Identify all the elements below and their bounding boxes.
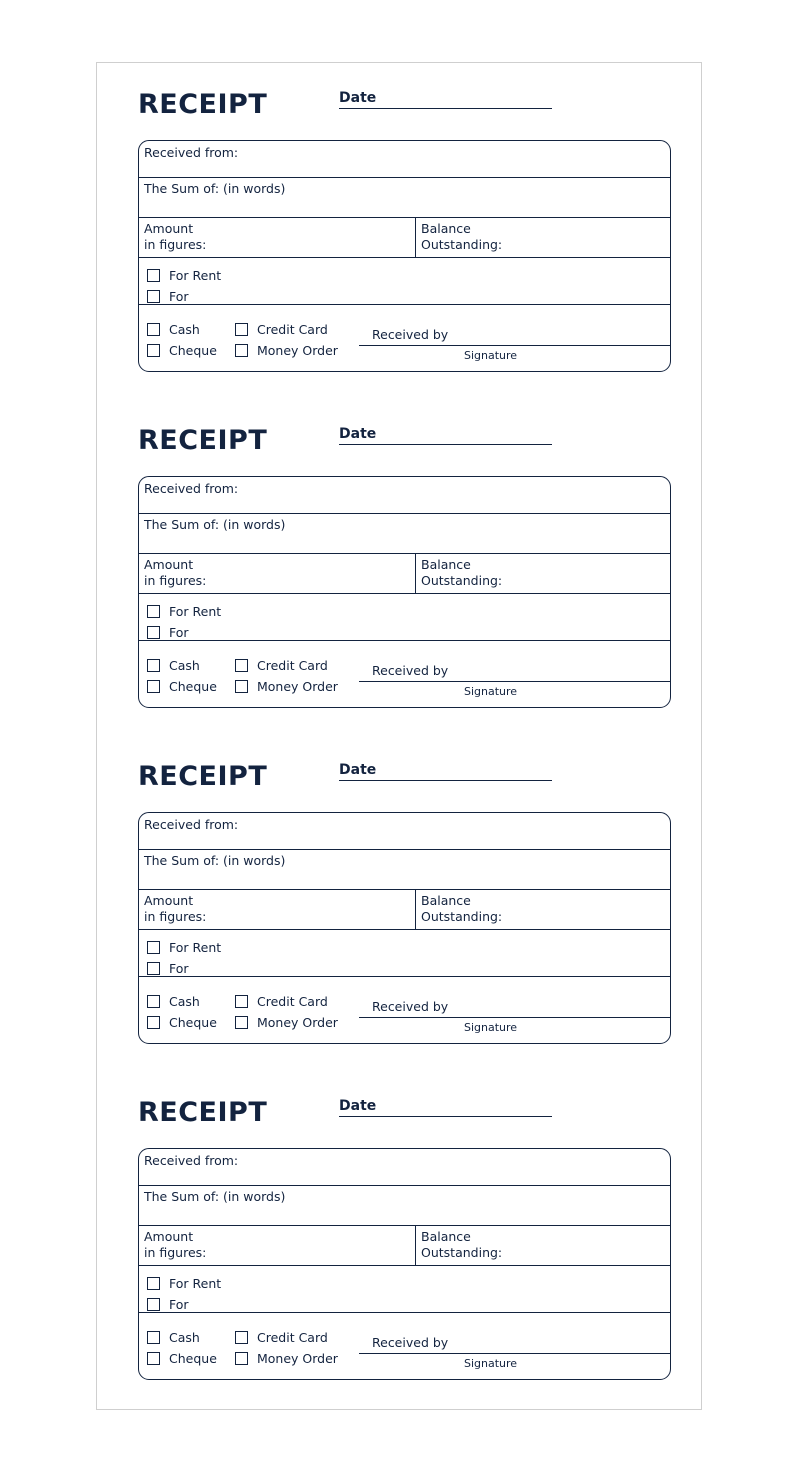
cheque-checkbox[interactable] <box>147 1016 160 1029</box>
received-from-label: Received from: <box>144 481 239 496</box>
cash-checkbox[interactable] <box>147 323 160 336</box>
divider <box>139 1265 670 1266</box>
for-other-checkbox[interactable] <box>147 962 160 975</box>
cash-label: Cash <box>169 658 200 673</box>
receipt-title: RECEIPT <box>138 761 268 792</box>
amount-label-line1: Amount <box>144 557 194 572</box>
balance-label-line1: Balance <box>421 1229 471 1244</box>
signature-label: Signature <box>464 349 518 362</box>
date-line[interactable] <box>339 1116 552 1117</box>
received-by-label: Received by <box>372 1335 449 1350</box>
money-order-label: Money Order <box>257 679 338 694</box>
received-by-label: Received by <box>372 663 449 678</box>
received-by-label: Received by <box>372 999 449 1014</box>
money-order-label: Money Order <box>257 343 338 358</box>
sum-words-label: The Sum of: (in words) <box>144 853 286 868</box>
divider <box>139 304 670 305</box>
cheque-checkbox[interactable] <box>147 344 160 357</box>
cheque-checkbox[interactable] <box>147 1352 160 1365</box>
divider-vertical <box>415 553 416 593</box>
received-from-label: Received from: <box>144 1153 239 1168</box>
divider <box>139 553 670 554</box>
credit-card-label: Credit Card <box>257 994 328 1009</box>
credit-card-label: Credit Card <box>257 658 328 673</box>
receipt-box <box>138 1148 671 1380</box>
receipt-2 <box>138 398 672 698</box>
credit-card-checkbox[interactable] <box>235 1331 248 1344</box>
cheque-label: Cheque <box>169 343 217 358</box>
amount-label-line1: Amount <box>144 893 194 908</box>
divider <box>139 1225 670 1226</box>
signature-line[interactable] <box>359 345 670 346</box>
for-other-checkbox[interactable] <box>147 1298 160 1311</box>
divider-vertical <box>415 1225 416 1265</box>
divider <box>139 593 670 594</box>
date-line[interactable] <box>339 780 552 781</box>
signature-label: Signature <box>464 1021 518 1034</box>
signature-label: Signature <box>464 685 518 698</box>
divider-vertical <box>415 217 416 257</box>
credit-card-checkbox[interactable] <box>235 995 248 1008</box>
date-line[interactable] <box>339 108 552 109</box>
amount-label-line1: Amount <box>144 1229 194 1244</box>
cash-label: Cash <box>169 1330 200 1345</box>
balance-label-line2: Outstanding: <box>421 909 503 924</box>
divider <box>139 1185 670 1186</box>
receipt-box <box>138 812 671 1044</box>
divider <box>139 889 670 890</box>
received-from-label: Received from: <box>144 817 239 832</box>
receipt-title: RECEIPT <box>138 425 268 456</box>
sum-words-label: The Sum of: (in words) <box>144 517 286 532</box>
amount-label-line2: in figures: <box>144 909 207 924</box>
for-rent-checkbox[interactable] <box>147 605 160 618</box>
receipt-4 <box>138 1070 672 1370</box>
cheque-label: Cheque <box>169 1015 217 1030</box>
receipt-1 <box>138 62 672 362</box>
date-line[interactable] <box>339 444 552 445</box>
for-other-label: For <box>169 289 189 304</box>
divider <box>139 849 670 850</box>
amount-label-line2: in figures: <box>144 237 207 252</box>
balance-label-line1: Balance <box>421 557 471 572</box>
for-rent-label: For Rent <box>169 940 222 955</box>
for-other-checkbox[interactable] <box>147 626 160 639</box>
signature-line[interactable] <box>359 681 670 682</box>
balance-label-line1: Balance <box>421 893 471 908</box>
for-other-checkbox[interactable] <box>147 290 160 303</box>
balance-label-line2: Outstanding: <box>421 1245 503 1260</box>
cash-checkbox[interactable] <box>147 659 160 672</box>
money-order-label: Money Order <box>257 1015 338 1030</box>
amount-label-line1: Amount <box>144 221 194 236</box>
sum-words-label: The Sum of: (in words) <box>144 1189 286 1204</box>
credit-card-label: Credit Card <box>257 322 328 337</box>
received-by-label: Received by <box>372 327 449 342</box>
money-order-checkbox[interactable] <box>235 680 248 693</box>
cash-checkbox[interactable] <box>147 995 160 1008</box>
divider <box>139 177 670 178</box>
for-rent-label: For Rent <box>169 604 222 619</box>
for-other-label: For <box>169 961 189 976</box>
for-other-label: For <box>169 1297 189 1312</box>
for-rent-label: For Rent <box>169 1276 222 1291</box>
balance-label-line2: Outstanding: <box>421 573 503 588</box>
divider <box>139 640 670 641</box>
cheque-label: Cheque <box>169 1351 217 1366</box>
credit-card-checkbox[interactable] <box>235 659 248 672</box>
receipt-title: RECEIPT <box>138 89 268 120</box>
cash-label: Cash <box>169 994 200 1009</box>
divider <box>139 976 670 977</box>
divider <box>139 217 670 218</box>
cheque-checkbox[interactable] <box>147 680 160 693</box>
date-label: Date <box>339 426 377 442</box>
for-rent-checkbox[interactable] <box>147 269 160 282</box>
credit-card-checkbox[interactable] <box>235 323 248 336</box>
divider <box>139 1312 670 1313</box>
balance-label-line2: Outstanding: <box>421 237 503 252</box>
balance-label-line1: Balance <box>421 221 471 236</box>
divider <box>139 513 670 514</box>
receipt-3 <box>138 734 672 1034</box>
date-label: Date <box>339 90 377 106</box>
for-other-label: For <box>169 625 189 640</box>
received-from-label: Received from: <box>144 145 239 160</box>
receipt-title: RECEIPT <box>138 1097 268 1128</box>
receipt-box <box>138 476 671 708</box>
divider <box>139 929 670 930</box>
receipt-box <box>138 140 671 372</box>
signature-label: Signature <box>464 1357 518 1370</box>
credit-card-label: Credit Card <box>257 1330 328 1345</box>
money-order-checkbox[interactable] <box>235 1352 248 1365</box>
signature-line[interactable] <box>359 1353 670 1354</box>
cash-label: Cash <box>169 322 200 337</box>
sum-words-label: The Sum of: (in words) <box>144 181 286 196</box>
date-label: Date <box>339 1098 377 1114</box>
for-rent-checkbox[interactable] <box>147 1277 160 1290</box>
for-rent-checkbox[interactable] <box>147 941 160 954</box>
amount-label-line2: in figures: <box>144 1245 207 1260</box>
money-order-checkbox[interactable] <box>235 1016 248 1029</box>
cash-checkbox[interactable] <box>147 1331 160 1344</box>
money-order-label: Money Order <box>257 1351 338 1366</box>
amount-label-line2: in figures: <box>144 573 207 588</box>
for-rent-label: For Rent <box>169 268 222 283</box>
money-order-checkbox[interactable] <box>235 344 248 357</box>
divider <box>139 257 670 258</box>
date-label: Date <box>339 762 377 778</box>
cheque-label: Cheque <box>169 679 217 694</box>
divider-vertical <box>415 889 416 929</box>
signature-line[interactable] <box>359 1017 670 1018</box>
